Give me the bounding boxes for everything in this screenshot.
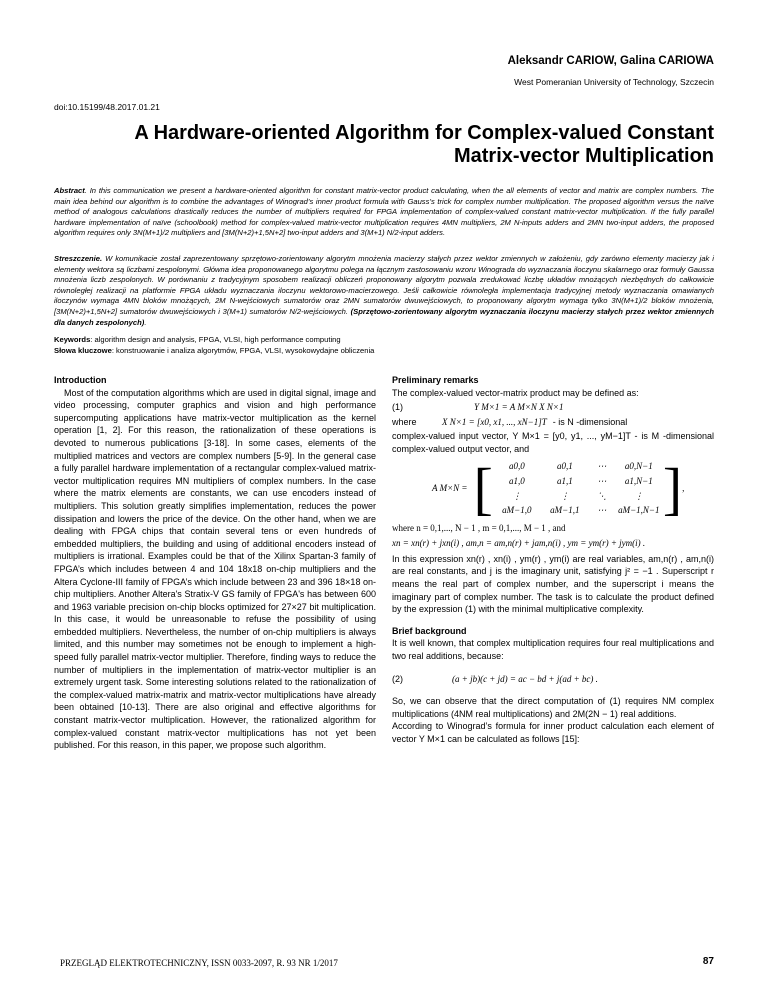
matrix-cell: ⋮ — [634, 490, 644, 501]
keywords-en: : algorithm design and analysis, FPGA, VLSI, high performance computing — [90, 335, 341, 344]
keywords-pl-label: Słowa kluczowe — [54, 345, 112, 355]
eq1-body: Y M×1 = A M×N X N×1 — [474, 402, 564, 413]
equation-2 — [392, 673, 714, 686]
matrix-grid — [493, 460, 663, 516]
streszczenie-label: Streszczenie. — [54, 254, 103, 263]
matrix-cell: aM−1,1 — [550, 505, 580, 516]
left-bracket-icon: [ — [473, 455, 493, 521]
paper-title: A Hardware-oriented Algorithm for Complex-valued Constant Matrix-vector Multiplication — [134, 122, 714, 167]
abstract-label: Abstract — [54, 186, 85, 195]
keywords — [54, 335, 714, 357]
journal-footer: PRZEGLĄD ELEKTROTECHNICZNY, ISSN 0033-2097, R. 93 NR 1/2017 — [60, 958, 338, 968]
matrix-cell: a1,1 — [556, 475, 573, 486]
eq2-body: (a + jb)(c + jd) = ac − bd + j(ad + bc) . — [452, 673, 598, 684]
x-vector-def: X N×1 = [x0, x1, ..., xN−1]T — [442, 416, 547, 427]
winograd-text: According to Winograd’s formula for inner product calculation each element of vector Y M×1 can be calculated as follows [15]: — [392, 721, 714, 744]
equation-1 — [392, 401, 714, 414]
matrix-cell: ⋮ — [560, 490, 570, 501]
keywords-label: Keywords — [54, 335, 91, 344]
brief-text: It is well known, that complex multiplication requires four real multiplications and two real additions, because: — [392, 638, 714, 661]
matrix-a — [432, 455, 714, 521]
matrix-cell: a0,1 — [556, 461, 573, 472]
doi: doi:10.15199/48.2017.01.21 — [54, 102, 160, 112]
where-line-4: xn = xn(r) + jxn(i) , am,n = am,n(r) + jam,n(i) , ym = ym(r) + jym(i) . — [392, 538, 646, 549]
matrix-cell: a0,N−1 — [624, 461, 653, 472]
matrix-cell: ⋯ — [597, 461, 607, 472]
brief-heading: Brief background — [392, 625, 467, 636]
eq2-number: (2) — [392, 673, 403, 684]
keywords-pl: : konstruowanie i analiza algorytmów, FPGA, VLSI, wysokowydajne obliczenia — [111, 345, 375, 355]
page-number: 87 — [702, 956, 714, 967]
matrix-cell: ⋯ — [597, 475, 607, 486]
matrix-label: A M×N = — [432, 483, 468, 494]
matrix-cell: ⋮ — [512, 490, 522, 501]
abstract-text: . In this communication we present a hardware-oriented algorithm for constant matrix-vector product calculating, when the all elements of vector and matrix are complex numbers. The main idea behind our algorithm is to combine the advantages of Winograd’s inner product formula with Gauss’s trick for complex number multiplication. The proposed algorithm versus the naïve method of analogous calculations drastically reduces the number of multipliers required for FPGA implementation of complex-valued constant matrix-vector multiplication. If the fully parallel hardware implementation of naïve (schoolbook) method for complex-valued matrix-vector multiplication requires 4MN multipliers, 2M N-inputs adders and 2MN two-input adders, the proposed algorithm requires only 3N(M+1)/2 multipliers and [3M(N+2)+1,5N+2] two-input adders and 3(M+1) N/2-input adders. — [54, 186, 714, 238]
introduction-heading: Introduction — [54, 375, 107, 385]
where-line-1 — [392, 416, 714, 429]
matrix-cell: a1,0 — [508, 475, 525, 486]
abstract — [54, 186, 714, 239]
left-column — [54, 374, 376, 752]
where-line-3: where n = 0,1,..., N − 1 , m = 0,1,..., M − 1 , and — [392, 522, 566, 533]
affiliation: West Pomeranian University of Technology, Szczecin — [514, 77, 714, 87]
where-line-5: In this expression xn(r) , xn(i) , ym(r) , ym(i) are real variables, am,n(r) , am,n(i) are real constants, and j is the imaginary unit, satisfying j² = −1 . Superscript r means the real part of complex number, and the superscript i means the imaginary part of complex number. The task is to calculate the product defined by the expression (1) with the minimal multiplicative complexity. — [392, 553, 714, 615]
streszczenie-text: W komunikacie został zaprezentowany sprzętowo-zorientowany algorytm mnożenia macierzy stałych przez wektor zmiennych w założeniu, gdy zarówno elementy macierzy jak i elementy wektora są liczbami zespolonymi. Główna idea proponowanego algorytmu polega na łącznym zastosowaniu wzoru Winograda do wyznaczania iloczynu skalarnego oraz formuły Gaussa mnożenia liczb zespolonych. W porównaniu z tradycyjnym sposobem realizacji obliczeń proponowany algorytm pozwala zredukować liczbę układów mnożących niezbędnych do całkowicie równoległej realizacji na platformie FPGA układu wyznaczania iloczynu wektorowo-macierzowego. Jeśli całkowicie równoległa implementacja tradycyjnej metody wyznaczania omawianych iloczynów wymaga 4MN bloków mnożących, 2M N-wejściowych sumatorów oraz 2MN sumatorów dwuwejściowych, to proponowany algorytm wymaga tylko 3N(M+1)/2 bloków mnożenia, [3M(N+2)+1,5N+2] sumatorów dwuwejściowych i 3(M+1) sumatorów N/2-wejściowych. — [54, 254, 714, 316]
where-dim: - is N -dimensional — [552, 416, 628, 427]
introduction-body: Most of the computation algorithms which are used in digital signal, image and video processing, computer graphics and vision and high performance supercomputing applications have matrix-vector multiplication as the kernel operation [1, 2]. For this reason, the rationalization of these operations is devoted to numerous publications [3-18]. In some cases, elements of the multiplied matrices and vectors are complex numbers [5-9]. In the general case a fully parallel hardware implementation of a rectangular complex-valued matrix-vector multiplication requires MN multipliers of complex numbers. In the case where the matrix elements are constants, we can use encoders instead of multipliers. This solution greatly simplifies implementation, reduces the power dissipation and lowers the price of the device. On the other hand, when we are dealing with FPGA chips that contain several tens or even hundreds of embedded multipliers, the building and using of additional encoders instead of multipliers is irrational. Examples could be that of the Xilinx Spartan-3 family of FPGA’s which includes between 4 and 104 18x18 on-chip multipliers and the Altera Cyclone-III family of FPGA’s which include between 23 and 396 18×18 on-chip multipliers. Another Altera's Stratix-V GS family of FPGA's has between 600 and 1963 variable precision on-chip blocks optimized for 27×27 bit multiplication. In this case, it would be unreasonable to refuse the possibility of using embedded multipliers. Nevertheless, the number of on-chip multipliers is always limited, and this number may sometimes not be enough to implement a high-speed fully parallel matrix-vector multiplier. Therefore, finding ways to reduce the number of multipliers in the implementation of matrix-vector multiplier is an extremely urgent task. Some interesting solutions related to the rationalization of the complex-valued matrix-matrix and matrix-vector multiplications have already been obtained [10-13]. There are also original and effective algorithms for constant matrix-vector multiplication. However, the rationalized algorithm for complex-valued constant matrix-vector multiplications has not yet been published. For this reason, in this paper, we propose such algorithm. — [54, 387, 376, 751]
matrix-cell: aM−1,0 — [502, 505, 532, 516]
streszczenie — [54, 254, 714, 328]
where-word: where — [392, 416, 417, 427]
matrix-cell: ⋱ — [597, 490, 607, 501]
matrix-cell: aM−1,N−1 — [618, 505, 660, 516]
streszczenie-end: . — [144, 317, 147, 327]
prelim-heading: Preliminary remarks — [392, 375, 479, 385]
matrix-cell: a0,0 — [508, 461, 525, 472]
after-eq2: So, we can observe that the direct computation of (1) requires NM complex multiplications (4NM real multiplications) and 2M(2N − 1) real additions. — [392, 696, 714, 719]
prelim-intro: The complex-valued vector-matrix product may be defined as: — [392, 387, 639, 398]
authors: Aleksandr CARIOW, Galina CARIOWA — [507, 55, 714, 67]
streszczenie-title: (Sprzętowo-zorientowany algorytm wyznaczania iloczynu macierzy stałych przez wektor zmiennych dla danych zespolonych) — [54, 306, 715, 327]
where-line-2: complex-valued input vector, Y M×1 = [y0, y1, ..., yM−1]T - is M -dimensional complex-valued output vector, and — [392, 431, 714, 454]
matrix-cell: a1,N−1 — [624, 475, 653, 486]
right-column — [392, 374, 714, 745]
matrix-cell: ⋯ — [597, 505, 607, 516]
eq1-number: (1) — [392, 402, 403, 413]
right-bracket-icon: ] — [662, 455, 683, 521]
matrix-comma: , — [682, 483, 685, 494]
